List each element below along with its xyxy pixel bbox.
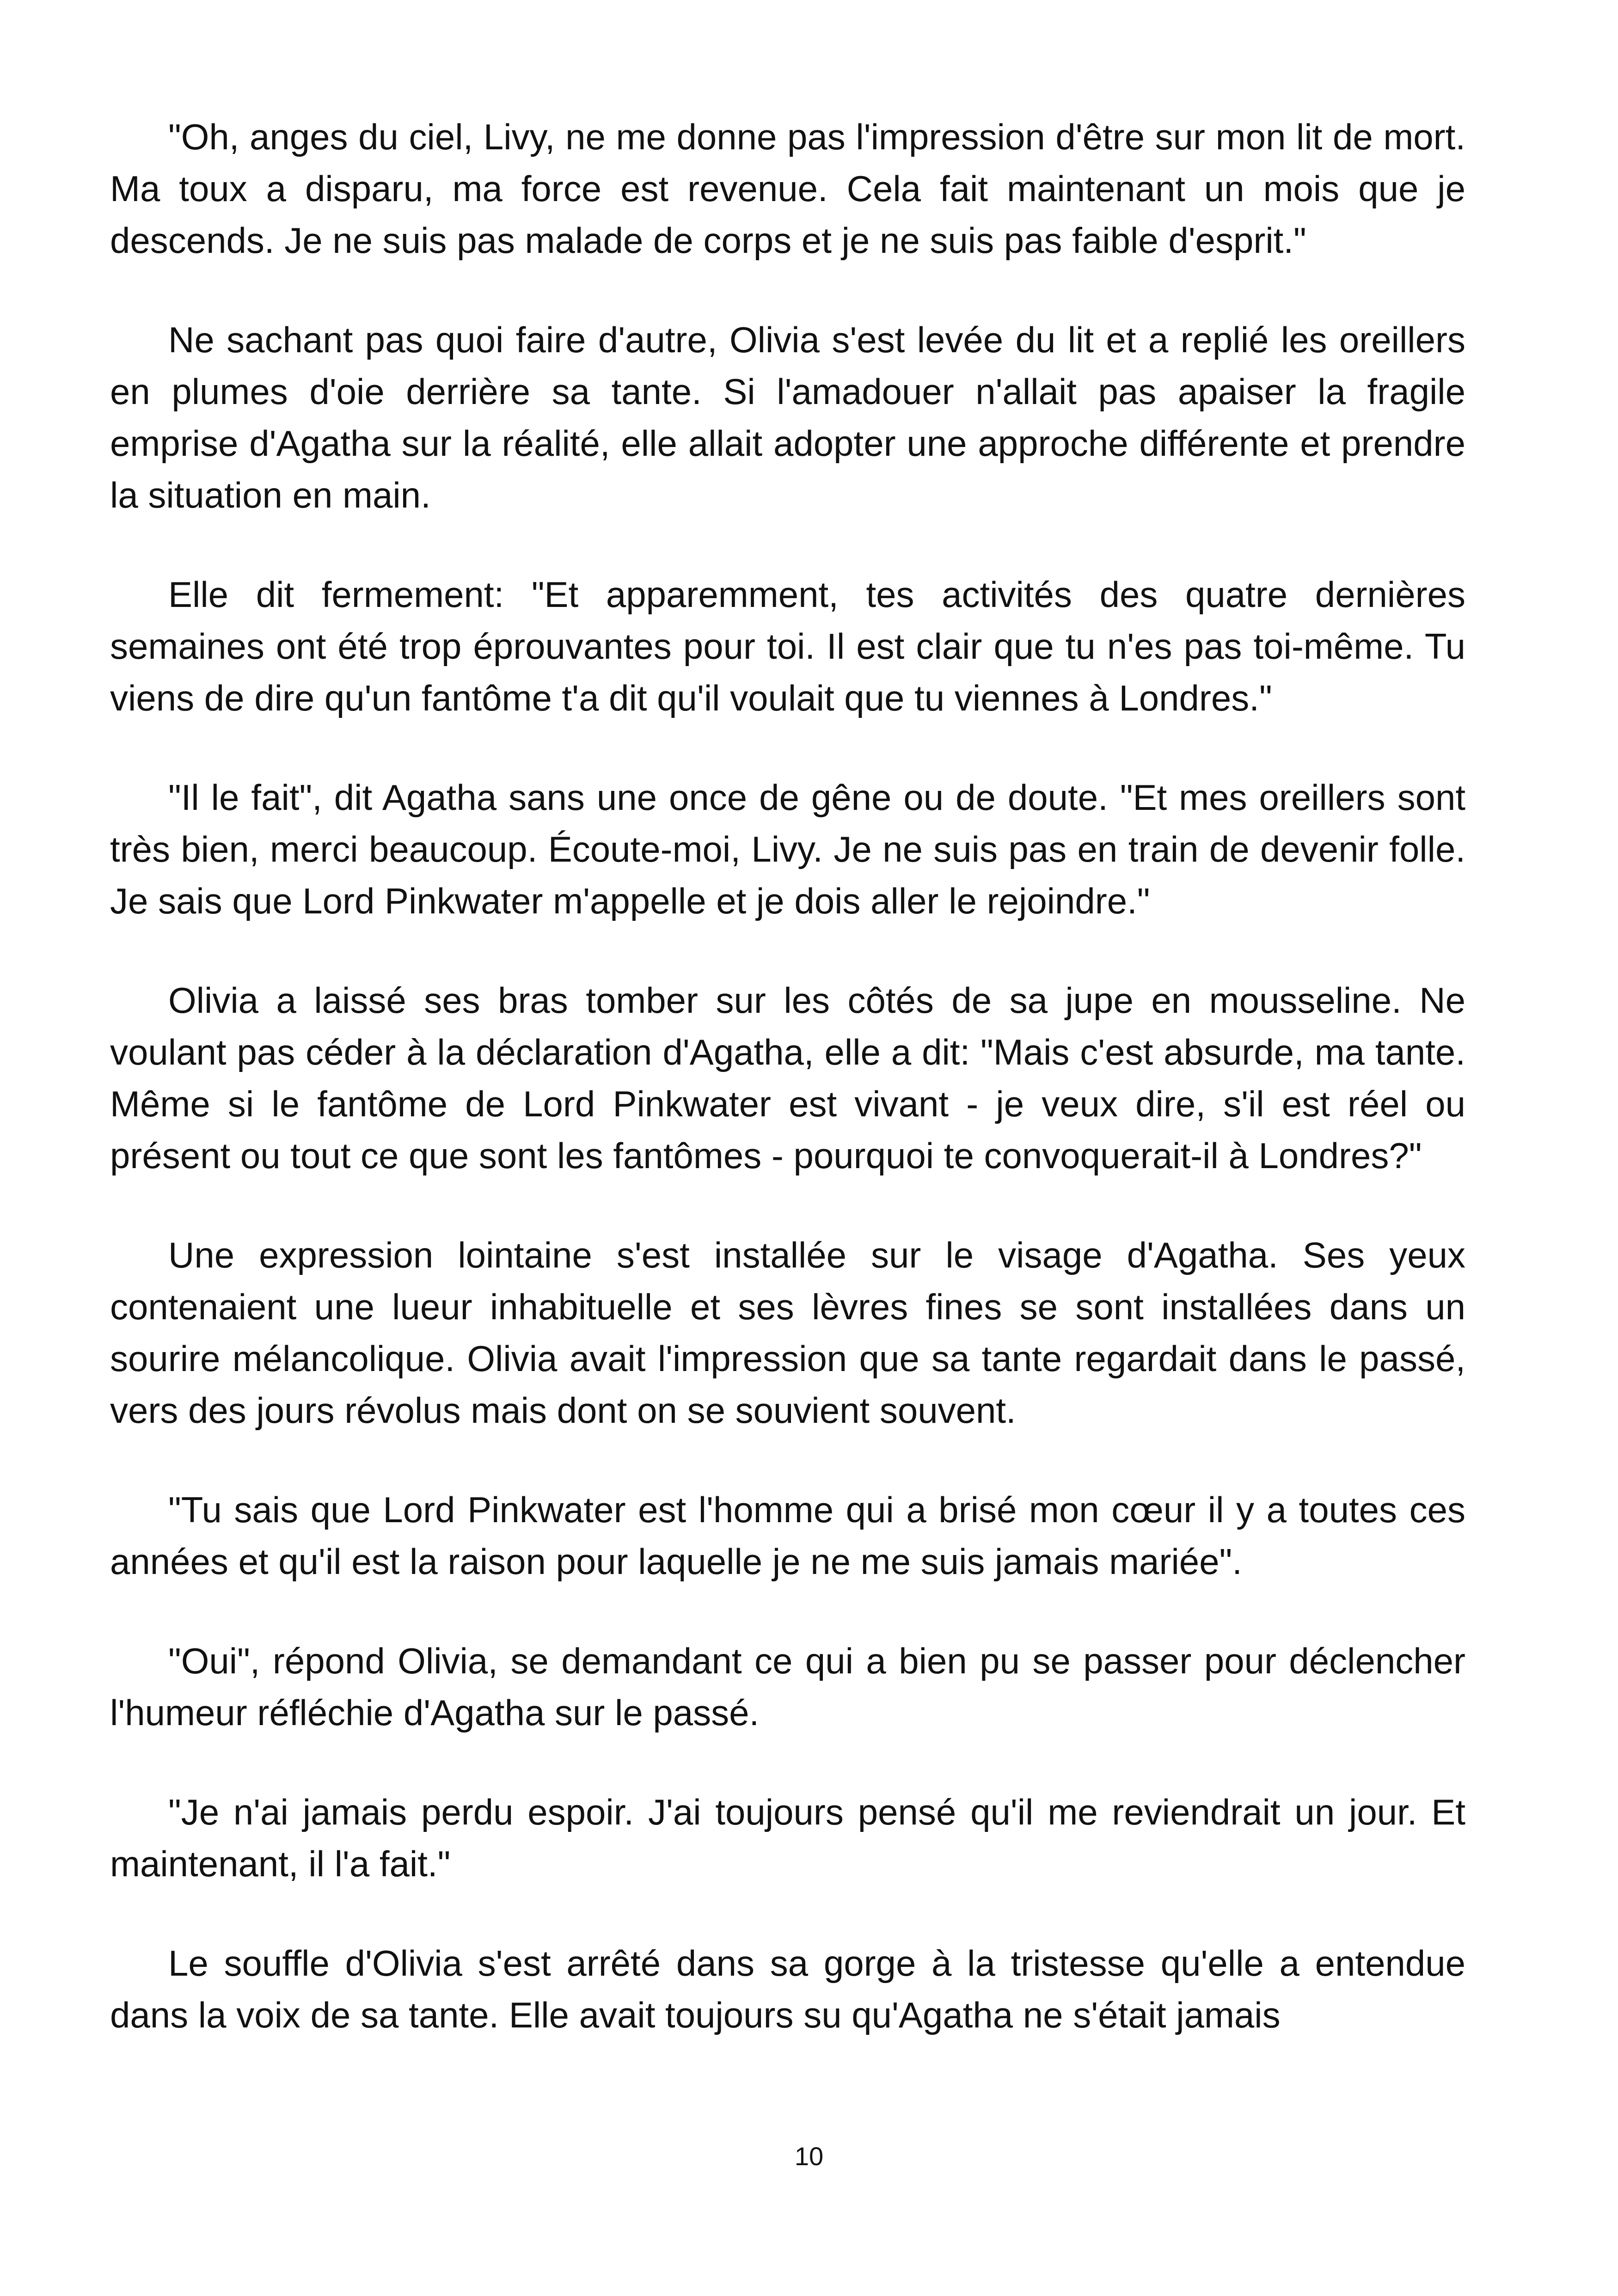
- paragraph-2: Ne sachant pas quoi faire d'autre, Olivia s'est levée du lit et a replié les oreillers en plumes d'oie derrière sa tante. Si l'amadouer n'allait pas apaiser la fragile emprise d'Agatha sur la réalité, elle allait adopter une approche différente et prendre la situation en main.: [110, 319, 1465, 515]
- paragraph-5: Olivia a laissé ses bras tomber sur les côtés de sa jupe en mousseline. Ne voulant pas céder à la déclaration d'Agatha, elle a dit: "Mais c'est absurde, ma tante. Même si le fantôme de Lord Pinkwater est vivant - je veux dire, s'il est réel ou présent ou tout ce que sont les fantômes - pourquoi te convoquerait-il à Londres?": [110, 980, 1465, 1176]
- body-text: [110, 111, 1465, 2041]
- paragraph-10: Le souffle d'Olivia s'est arrêté dans sa gorge à la tristesse qu'elle a entendue dans la voix de sa tante. Elle avait toujours su qu'Agatha ne s'était jamais: [110, 1943, 1465, 2035]
- paragraph-1: "Oh, anges du ciel, Livy, ne me donne pas l'impression d'être sur mon lit de mort. Ma toux a disparu, ma force est revenue. Cela fait maintenant un mois que je descends. Je ne suis pas malade de corps et je ne suis pas faible d'esprit.": [110, 116, 1465, 261]
- paragraph-6: Une expression lointaine s'est installée sur le visage d'Agatha. Ses yeux contenaient une lueur inhabituelle et ses lèvres fines se sont installées dans un sourire mélancolique. Olivia avait l'impression que sa tante regardait dans le passé, vers des jours révolus mais dont on se souvient souvent.: [110, 1235, 1465, 1431]
- paragraph-8: "Oui", répond Olivia, se demandant ce qui a bien pu se passer pour déclencher l'humeur réfléchie d'Agatha sur le passé.: [110, 1641, 1465, 1733]
- paragraph-9: "Je n'ai jamais perdu espoir. J'ai toujours pensé qu'il me reviendrait un jour. Et maintenant, il l'a fait.": [110, 1792, 1465, 1884]
- paragraph-3: Elle dit fermement: "Et apparemment, tes activités des quatre dernières semaines ont été trop éprouvantes pour toi. Il est clair que tu n'es pas toi-même. Tu viens de dire qu'un fantôme t'a dit qu'il voulait que tu viennes à Londres.": [110, 574, 1465, 718]
- paragraph-7: "Tu sais que Lord Pinkwater est l'homme qui a brisé mon cœur il y a toutes ces années et qu'il est la raison pour laquelle je ne me suis jamais mariée".: [110, 1489, 1465, 1582]
- paragraph-4: "Il le fait", dit Agatha sans une once de gêne ou de doute. "Et mes oreillers sont très bien, merci beaucoup. Écoute-moi, Livy. Je ne suis pas en train de devenir folle. Je sais que Lord Pinkwater m'appelle et je dois aller le rejoindre.": [110, 777, 1465, 921]
- page-number: 10: [794, 2142, 824, 2171]
